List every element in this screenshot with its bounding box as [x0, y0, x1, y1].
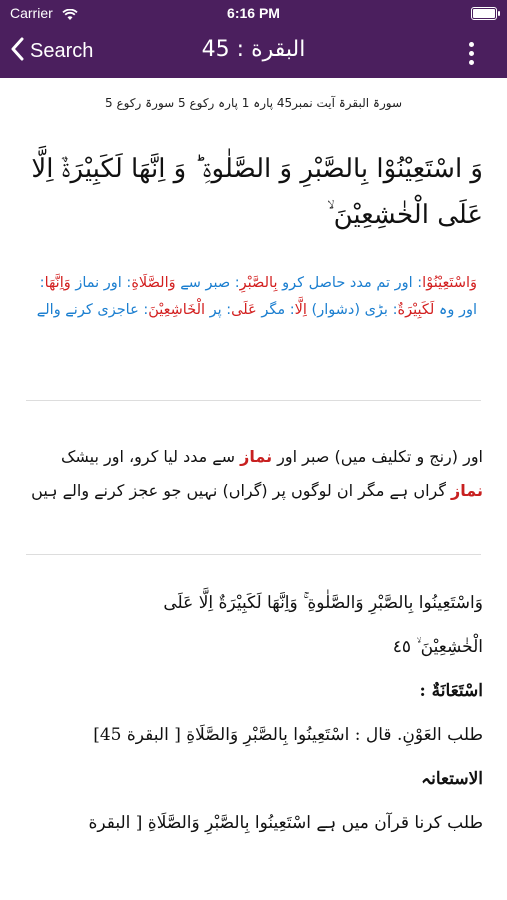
wbw-urdu: : اور تم مدد حاصل کرو	[277, 275, 423, 291]
ayah-reference: سورۃ البقرۃ آیت نمبر45 پارہ 1 پارہ رکوع 5 سورۃ رکوع 5	[104, 96, 403, 110]
wbw-arabic: وَاِنَّهَا	[44, 275, 71, 291]
translation-highlight: نماز	[451, 481, 483, 500]
urdu-translation	[28, 440, 483, 508]
tafsir-text: طلب العَوْنِ. قال : اسْتَعِينُوا بِالصَّبْرِ وَالصَّلَاةِ [ البقرة 45]	[93, 725, 483, 745]
ayah-arabic-text: وَ اسْتَعِیْنُوْا بِالصَّبْرِ وَ الصَّلٰوۃِ ؕ وَ اِنَّهَا لَکَبِیْرَۃٌ اِلَّا عَلَی الْخٰشِعِیْنَ ۙ	[31, 154, 483, 230]
wbw-arabic: وَالصَّلَاةِ	[131, 275, 176, 291]
more-options-button[interactable]	[469, 42, 475, 69]
wbw-urdu: : بڑی (دشوار)	[306, 302, 398, 318]
wbw-urdu: : پر	[205, 302, 232, 318]
tafsir-heading: اسْتَعَانَةٌ :	[419, 681, 483, 701]
wbw-arabic: وَاسْتَعِيْنُوْا	[422, 275, 477, 291]
wbw-arabic: بِالصَّبْرِ	[239, 275, 278, 291]
wbw-urdu: : عاجزی کرنے والے	[36, 302, 149, 318]
tafsir-section	[24, 586, 483, 850]
top-bar	[0, 0, 507, 78]
translation-text: اور (رنج و تکلیف میں) صبر اور	[272, 447, 483, 466]
status-bar	[0, 0, 507, 28]
wbw-urdu: : اور نماز	[70, 275, 132, 291]
carrier-label: Carrier	[10, 5, 53, 21]
back-label: Search	[30, 39, 94, 62]
wbw-arabic: لَكَبِيْرَةٌ	[397, 302, 435, 318]
battery-icon	[471, 7, 497, 20]
tafsir-ayah-line: وَاسْتَعِينُوا بِالصَّبْرِ وَالصَّلٰوةِ ۚ وَاِنَّهَا لَكَبِيْرَةٌ اِلَّا عَلَى	[163, 593, 483, 613]
wbw-urdu: : اور وہ	[39, 275, 477, 318]
wbw-urdu: : مگر	[256, 302, 295, 318]
translation-highlight: نماز	[240, 447, 273, 466]
status-time: 6:16 PM	[227, 5, 280, 21]
wbw-arabic: الْخَاشِعِيْنَ	[148, 302, 206, 318]
tafsir-ayah-line: الْخٰشِعِيْنَ ۙ ٤٥	[392, 637, 483, 657]
divider	[26, 400, 481, 401]
page-title: البقرة : 45	[201, 37, 306, 62]
tafsir-text: طلب کرنا قرآن میں ہے اسْتَعِينُوا بِالصَّبْرِ وَالصَّلَاةِ [ البقرة	[88, 813, 483, 833]
main-content	[0, 78, 507, 900]
translation-text: گراں ہے مگر ان لوگوں پر (گراں) نہیں جو عجز کرنے والے ہیں	[31, 481, 452, 500]
word-by-word-meaning	[30, 270, 477, 324]
wbw-arabic: اِلَّا	[294, 302, 307, 318]
tafsir-heading: الاستعانہ	[421, 769, 483, 789]
more-icon	[469, 42, 474, 47]
navigation-bar	[0, 28, 507, 78]
translation-text: سے مدد لیا کرو، اور بیشک	[61, 447, 241, 466]
divider	[26, 554, 481, 555]
wbw-arabic: عَلَى	[231, 302, 257, 318]
wbw-urdu: : صبر سے	[175, 275, 240, 291]
